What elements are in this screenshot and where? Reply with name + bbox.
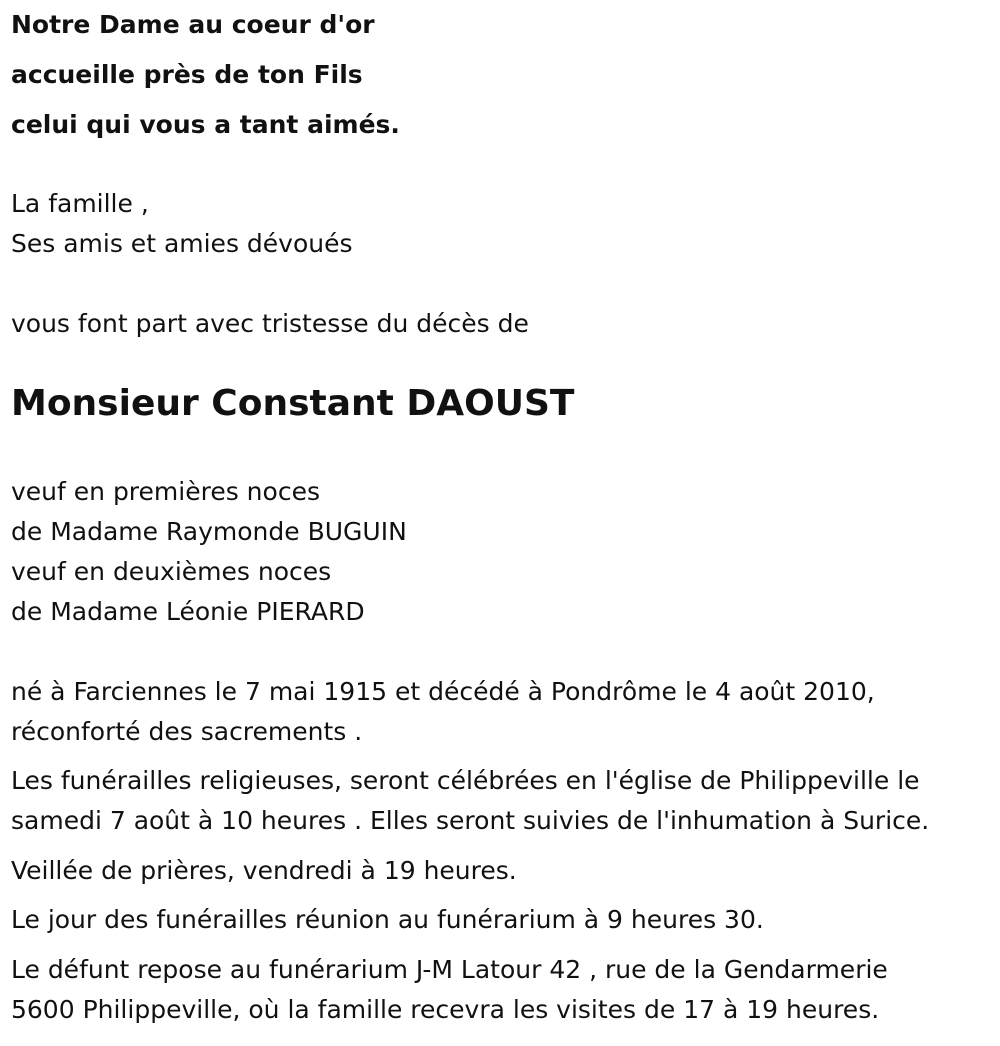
funeral-line-2: samedi 7 août à 10 heures . Elles seront suivies de l'inhumation à Surice. — [11, 806, 930, 835]
announcer-friends: Ses amis et amies dévoués — [11, 229, 353, 258]
vigil-text: Veillée de prières, vendredi à 19 heures. — [11, 856, 517, 885]
rest-line-1: Le défunt repose au funérarium J-M Latour 42 , rue de la Gendarmerie — [11, 955, 888, 984]
prayer-line-2: accueille près de ton Fils — [11, 60, 363, 89]
marital-line-1: veuf en premières noces — [11, 477, 320, 506]
marital-line-3: veuf en deuxièmes noces — [11, 557, 332, 586]
rest-line-2: 5600 Philippeville, où la famille recevra les visites de 17 à 19 heures. — [11, 995, 880, 1024]
meeting-text: Le jour des funérailles réunion au funérarium à 9 heures 30. — [11, 905, 764, 934]
birth-death-line-2: réconforté des sacrements . — [11, 717, 363, 746]
prayer-line-1: Notre Dame au coeur d'or — [11, 10, 375, 39]
marital-line-4: de Madame Léonie PIERARD — [11, 597, 365, 626]
birth-death-line-1: né à Farciennes le 7 mai 1915 et décédé à Pondrôme le 4 août 2010, — [11, 677, 875, 706]
deceased-name: Monsieur Constant DAOUST — [11, 383, 575, 424]
announcer-family: La famille , — [11, 189, 149, 218]
prayer-line-3: celui qui vous a tant aimés. — [11, 110, 400, 139]
announcement-text: vous font part avec tristesse du décès de — [11, 309, 529, 338]
marital-line-2: de Madame Raymonde BUGUIN — [11, 517, 407, 546]
funeral-line-1: Les funérailles religieuses, seront célébrées en l'église de Philippeville le — [11, 766, 920, 795]
